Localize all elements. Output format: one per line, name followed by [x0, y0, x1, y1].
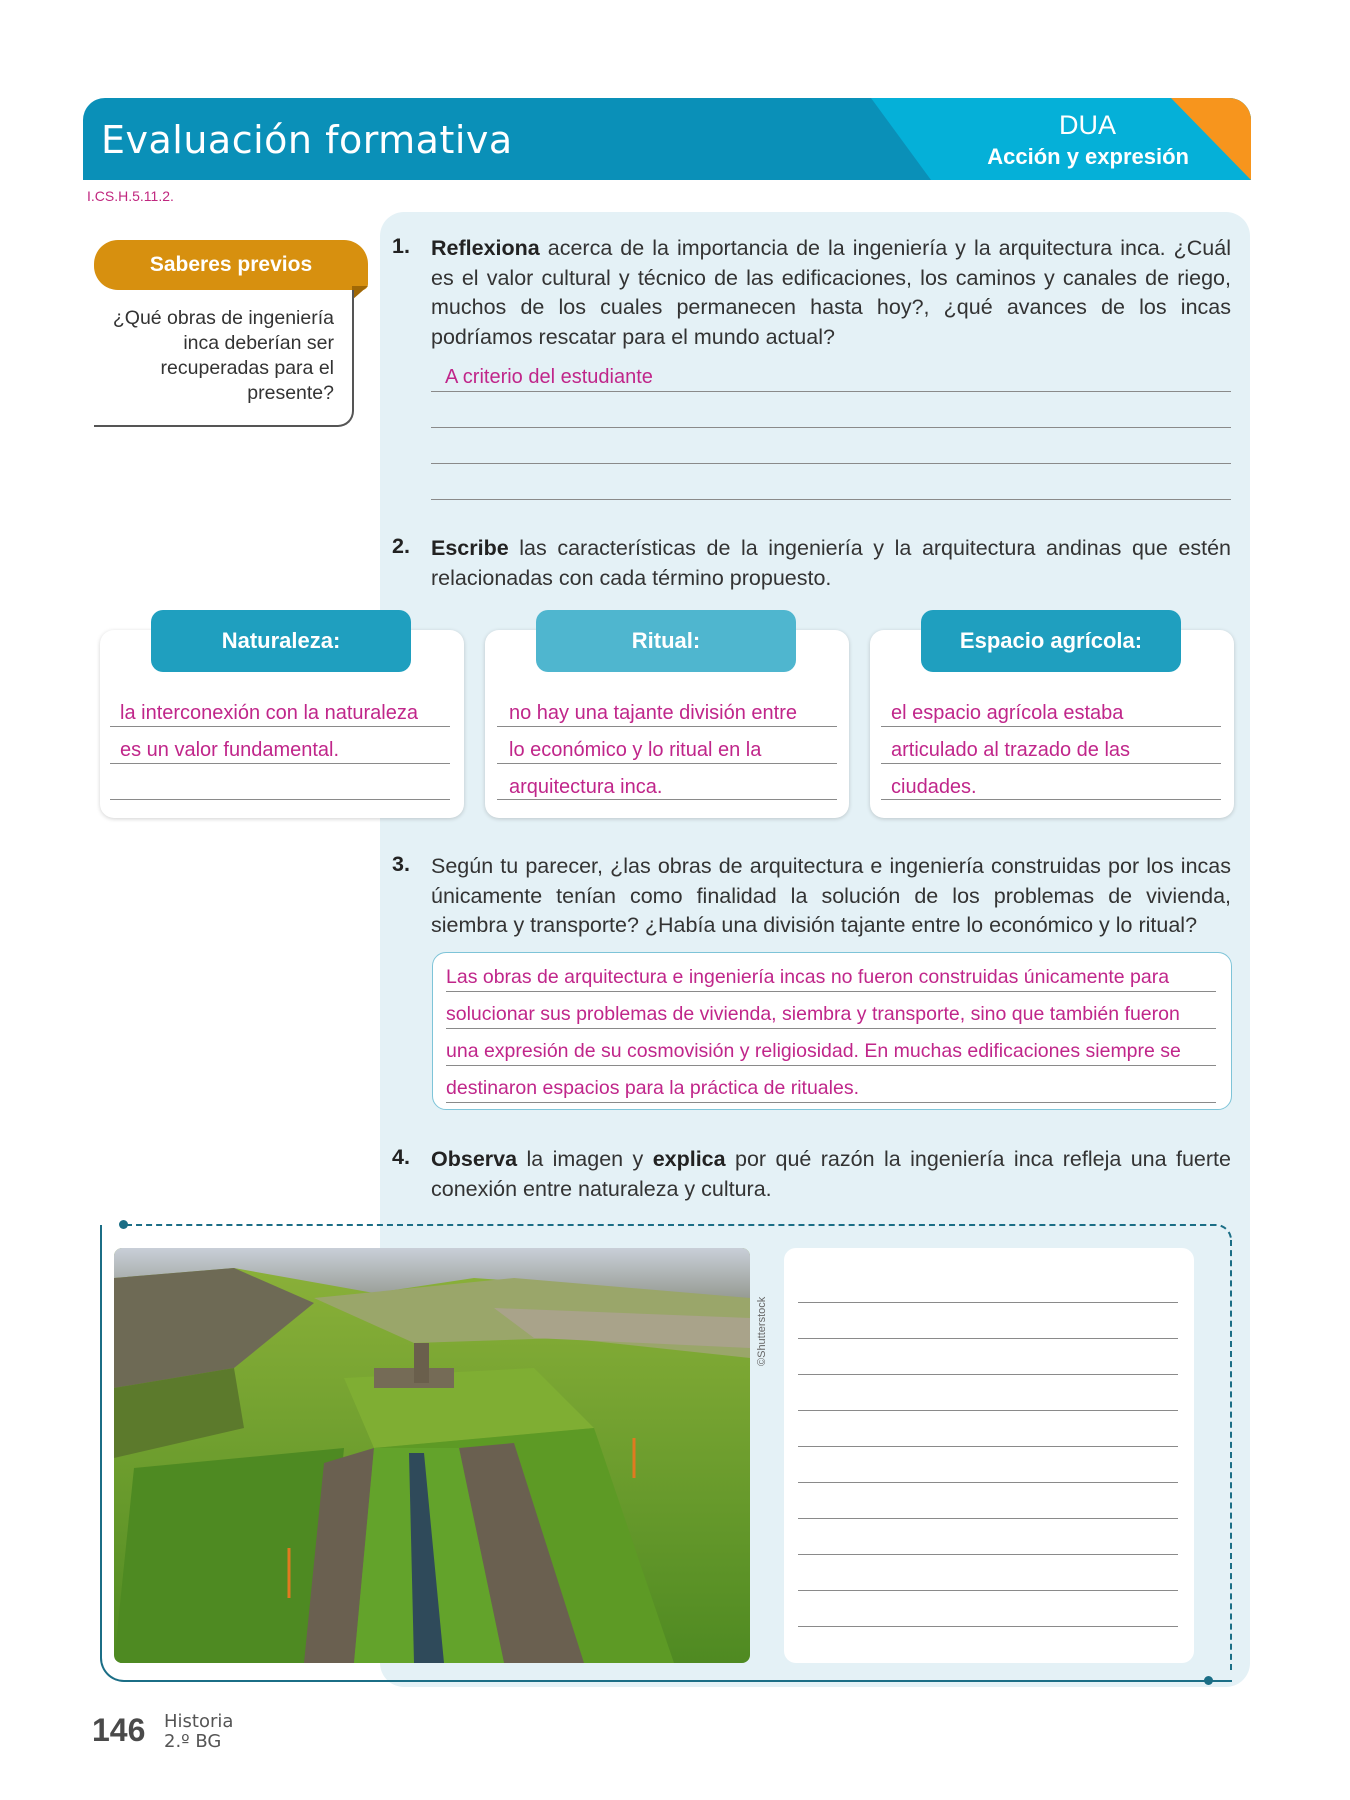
- saberes-previos-tab: Saberes previos: [94, 240, 368, 290]
- frame-dot: [119, 1220, 128, 1229]
- q3-text: Según tu parecer, ¿las obras de arquitectura e ingeniería construidas por los incas únicamente tenían como finalidad la solución de los problemas de vivienda, siembra y transporte? ¿Había una división tajante entre lo económico y lo ritual?: [431, 854, 1231, 937]
- inca-canal-illustration: [114, 1248, 750, 1663]
- q3-answer-line-3: una expresión de su cosmovisión y religiosidad. En muchas edificaciones siempre se: [446, 1040, 1181, 1062]
- grade-level: 2.º BG: [164, 1731, 222, 1752]
- q3-answer-line-2: solucionar sus problemas de vivienda, siembra y transporte, sino que también fueron: [446, 1003, 1180, 1025]
- q4-number: 4.: [392, 1145, 410, 1169]
- q1-verb: Reflexiona: [431, 236, 540, 260]
- answer-line: [431, 391, 1231, 392]
- answer-line: [431, 499, 1231, 500]
- answer-line: [798, 1554, 1178, 1555]
- frame-dashed-right: [1230, 1240, 1232, 1670]
- answer-line: [798, 1590, 1178, 1591]
- card-espacio-line-3[interactable]: ciudades.: [891, 776, 977, 798]
- answer-line: [446, 991, 1216, 992]
- dua-title: DUA: [1058, 110, 1116, 140]
- answer-line: [110, 726, 450, 727]
- q3-answer-line-4: destinaron espacios para la práctica de rituales.: [446, 1077, 859, 1099]
- q4-text: [431, 1145, 1231, 1204]
- q1-body: acerca de la importancia de la ingeniería y la arquitectura inca. ¿Cuál es el valor cultural y técnico de las edificaciones, los caminos y canales de riego, muchos de los cuales permanecen hasta hoy?, ¿qué avances de los incas podríamos rescatar para el mundo actual?: [431, 236, 1231, 349]
- q2-text: [431, 534, 1231, 593]
- answer-line: [446, 1065, 1216, 1066]
- card-naturaleza-line-1[interactable]: la interconexión con la naturaleza: [120, 702, 418, 724]
- frame-dot: [1204, 1676, 1213, 1685]
- photo-credit: [754, 1248, 774, 1368]
- q2-number: 2.: [392, 534, 410, 558]
- answer-line: [446, 1028, 1216, 1029]
- card-espacio-line-1[interactable]: el espacio agrícola estaba: [891, 702, 1124, 724]
- q4-body: por qué razón la ingeniería inca refleja una fuerte conexión entre naturaleza y cultura.: [431, 1147, 1231, 1201]
- dua-subtitle: Acción y expresión: [987, 144, 1189, 169]
- card-ritual-label: Ritual:: [536, 610, 796, 672]
- q1-answer[interactable]: A criterio del estudiante: [445, 366, 653, 388]
- card-espacio-agricola-label: Espacio agrícola:: [921, 610, 1181, 672]
- answer-line: [798, 1302, 1178, 1303]
- frame-dashed-corner: [1190, 1224, 1232, 1244]
- q4-verb-observa: Observa: [431, 1147, 518, 1171]
- answer-line: [497, 763, 837, 764]
- card-naturaleza-line-2[interactable]: es un valor fundamental.: [120, 739, 340, 761]
- footer-subject: [164, 1712, 233, 1752]
- answer-line: [431, 427, 1231, 428]
- answer-line: [110, 799, 450, 800]
- q1-number: 1.: [392, 234, 410, 258]
- q4-verb-explica: explica: [652, 1147, 726, 1171]
- page-title: Evaluación formativa: [101, 118, 513, 162]
- page-number: 146: [92, 1712, 146, 1748]
- inca-canal-photo: [114, 1248, 750, 1663]
- answer-line: [798, 1482, 1178, 1483]
- saberes-previos-question: ¿Qué obras de ingeniería inca deberían ser recuperadas para el presente?: [112, 307, 334, 404]
- card-ritual-line-2[interactable]: lo económico y lo ritual en la: [509, 739, 762, 761]
- q3-answer-line-1: Las obras de arquitectura e ingeniería incas no fueron construidas únicamente para: [446, 966, 1170, 988]
- answer-line: [798, 1626, 1178, 1627]
- card-naturaleza-label: Naturaleza:: [151, 610, 411, 672]
- q2-verb: Escribe: [431, 536, 509, 560]
- tab-fold: [352, 286, 368, 300]
- frame-dashed-top: [126, 1224, 1216, 1226]
- q2-body: las características de la ingeniería y la arquitectura andinas que estén relacionadas con cada término propuesto.: [431, 536, 1231, 590]
- q4-answer-box[interactable]: [784, 1248, 1194, 1663]
- q3-number: 3.: [392, 852, 410, 876]
- answer-line: [431, 463, 1231, 464]
- card-espacio-line-2[interactable]: articulado al trazado de las: [891, 739, 1131, 761]
- answer-line: [497, 726, 837, 727]
- answer-line: [881, 799, 1221, 800]
- answer-line: [798, 1410, 1178, 1411]
- indicator-code: I.CS.H.5.11.2.: [87, 188, 174, 204]
- answer-line: [881, 726, 1221, 727]
- answer-line: [798, 1518, 1178, 1519]
- q1-text: [431, 234, 1231, 352]
- photo-credit-text: ©Shutterstock: [756, 1296, 768, 1366]
- q4-mid-text: la imagen y: [517, 1147, 653, 1171]
- header-banner: [83, 98, 1251, 180]
- answer-line: [446, 1102, 1216, 1103]
- subject-name: Historia: [164, 1711, 234, 1732]
- answer-line: [798, 1338, 1178, 1339]
- card-ritual-line-1[interactable]: no hay una tajante división entre: [509, 702, 797, 724]
- answer-line: [798, 1374, 1178, 1375]
- answer-line: [881, 763, 1221, 764]
- card-ritual-line-3[interactable]: arquitectura inca.: [509, 776, 663, 798]
- answer-line: [798, 1446, 1178, 1447]
- answer-line: [110, 763, 450, 764]
- answer-line: [497, 799, 837, 800]
